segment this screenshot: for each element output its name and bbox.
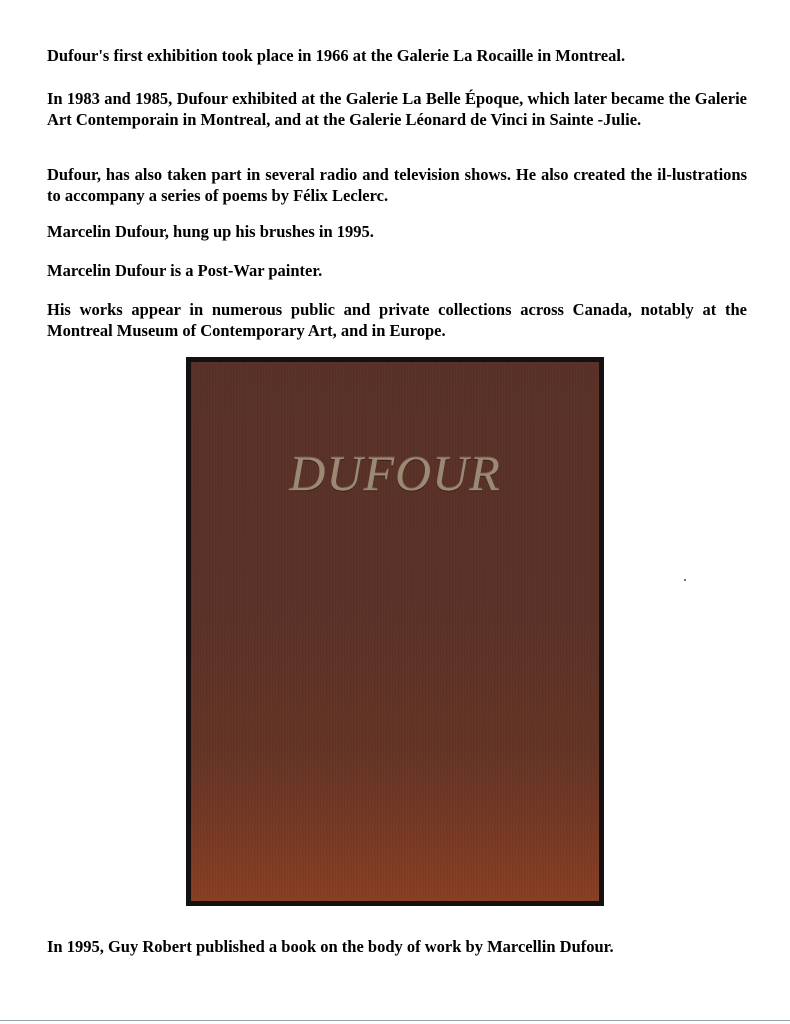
paragraph-retirement: Marcelin Dufour, hung up his brushes in 1995. [47, 222, 374, 241]
paragraph-collections: His works appear in numerous public and private collections across Canada, notably at the Montreal Museum of Contemporary Art, and in Europe. [47, 300, 747, 340]
scan-speck [684, 579, 686, 581]
paragraph-radio-television: Dufour, has also taken part in several radio and television shows. He also created the il-lustrations to accompany a series of poems by Félix Leclerc. [47, 165, 747, 205]
book-cover-image [186, 357, 604, 906]
bottom-divider [0, 1020, 790, 1021]
book-cover [191, 362, 599, 901]
paragraph-exhibitions-1983-1985: In 1983 and 1985, Dufour exhibited at the Galerie La Belle Époque, which later became the Galerie Art Contemporain in Montreal, and at the Galerie Léonard de Vinci in Sainte -Julie. [47, 89, 747, 129]
caption-guy-robert-book: In 1995, Guy Robert published a book on the body of work by Marcellin Dufour. [47, 937, 614, 956]
paragraph-first-exhibition: Dufour's first exhibition took place in 1966 at the Galerie La Rocaille in Montreal. [47, 46, 626, 65]
book-cover-title: DUFOUR [289, 445, 501, 501]
paragraph-post-war-painter: Marcelin Dufour is a Post-War painter. [47, 261, 323, 280]
